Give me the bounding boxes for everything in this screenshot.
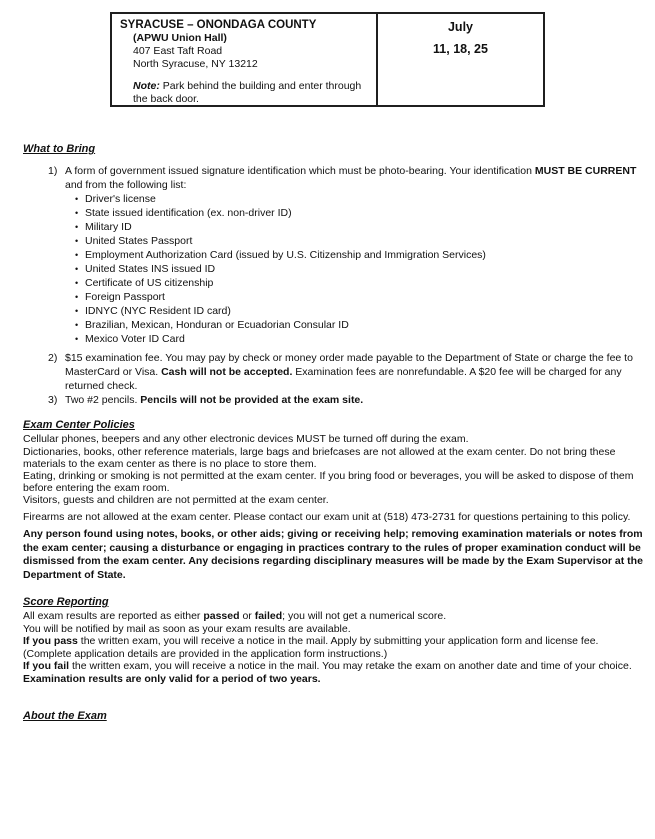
item1-number: 1) bbox=[48, 165, 58, 177]
bullet-icon: • bbox=[75, 292, 79, 302]
list-item bbox=[23, 234, 643, 248]
list-item-label: Driver's license bbox=[85, 193, 156, 205]
paragraph-firearms: Firearms are not allowed at the exam center. Please contact our exam unit at (518) 473-2731 for questions pertaining to this policy. bbox=[23, 511, 631, 523]
numbered-item-2 bbox=[23, 351, 643, 393]
list-item-label: United States INS issued ID bbox=[85, 263, 216, 275]
list-item bbox=[23, 318, 643, 332]
section-heading-about-the-exam: About the Exam bbox=[23, 710, 107, 722]
list-item-label: Military ID bbox=[85, 221, 132, 233]
item3-number: 3) bbox=[48, 394, 58, 406]
item2-bold: Cash will not be accepted. bbox=[161, 366, 293, 378]
list-item bbox=[23, 192, 643, 206]
list-item bbox=[23, 276, 643, 290]
list-item bbox=[23, 304, 643, 318]
item3-text bbox=[65, 393, 643, 407]
results-text-3: ; you will not get a numerical score. bbox=[282, 610, 447, 622]
results-text-1: All exam results are reported as either bbox=[23, 610, 204, 622]
paragraph-pass bbox=[23, 635, 643, 660]
bullet-icon: • bbox=[75, 222, 79, 232]
bullet-icon: • bbox=[75, 194, 79, 204]
id-list bbox=[23, 192, 643, 346]
paragraph-visitors: Visitors, guests and children are not permitted at the exam center. bbox=[23, 494, 329, 506]
bullet-icon: • bbox=[75, 250, 79, 260]
paragraph-phones: Cellular phones, beepers and any other electronic devices MUST be turned off during the exam. bbox=[23, 433, 469, 445]
dates-cell bbox=[378, 14, 543, 105]
fail-text: the written exam, you will receive a notice in the mail. You may retake the exam on another date and time of your choice. bbox=[69, 660, 632, 672]
bullet-icon: • bbox=[75, 208, 79, 218]
location-subtitle: (APWU Union Hall) bbox=[133, 32, 227, 44]
section-heading-what-to-bring: What to Bring bbox=[23, 143, 96, 155]
item2-text-2: Examination fees are nonrefundable. A $20 fee will be charged for any returned check. bbox=[65, 366, 622, 392]
item2-text bbox=[65, 351, 643, 393]
list-item-label: United States Passport bbox=[85, 235, 193, 247]
list-item-label: Certificate of US citizenship bbox=[85, 277, 214, 289]
exam-days: 11, 18, 25 bbox=[433, 42, 488, 56]
numbered-item-3 bbox=[23, 393, 643, 407]
list-item bbox=[23, 248, 643, 262]
paragraph-eating: Eating, drinking or smoking is not permitted at the exam center. If you bring food or beverages, you will be asked to dispose of them before entering the exam room. bbox=[23, 470, 634, 494]
document-body bbox=[23, 142, 643, 724]
note-label: Note: bbox=[133, 80, 160, 92]
results-bold-passed: passed bbox=[203, 610, 240, 622]
list-item-label: Brazilian, Mexican, Honduran or Ecuadorian Consular ID bbox=[85, 319, 349, 331]
paragraph-fail bbox=[23, 660, 643, 673]
bullet-icon: • bbox=[75, 236, 79, 246]
item3-text-1: Two #2 pencils. bbox=[65, 394, 141, 406]
list-item bbox=[23, 206, 643, 220]
bullet-icon: • bbox=[75, 306, 79, 316]
paragraph-notify: You will be notified by mail as soon as your exam results are available. bbox=[23, 622, 351, 635]
results-bold-failed: failed bbox=[254, 610, 283, 622]
list-item-label: Foreign Passport bbox=[85, 291, 165, 303]
location-title: SYRACUSE – ONONDAGA COUNTY bbox=[120, 19, 317, 31]
exam-schedule-table bbox=[110, 12, 545, 107]
item2-text-1: $15 examination fee. You may pay by check or money order made payable to the Department of State or charge the fee to MasterCard or Visa. bbox=[65, 352, 633, 378]
paragraph-validity: Examination results are only valid for a period of two years. bbox=[23, 672, 321, 685]
section-heading-exam-center-policies: Exam Center Policies bbox=[23, 419, 135, 431]
location-address-line2: North Syracuse, NY 13212 bbox=[133, 58, 258, 70]
results-text-2: or bbox=[239, 610, 255, 622]
list-item-label: Employment Authorization Card (issued by U.S. Citizenship and Immigration Services) bbox=[85, 249, 486, 261]
list-item-label: IDNYC (NYC Resident ID card) bbox=[85, 305, 231, 317]
bullet-icon: • bbox=[75, 278, 79, 288]
location-address-line1: 407 East Taft Road bbox=[133, 45, 223, 57]
bullet-icon: • bbox=[75, 334, 79, 344]
paragraph-results bbox=[23, 610, 643, 623]
item1-bold: MUST BE CURRENT bbox=[534, 165, 637, 177]
bullet-icon: • bbox=[75, 320, 79, 330]
list-item bbox=[23, 220, 643, 234]
list-item bbox=[23, 332, 643, 346]
bullet-icon: • bbox=[75, 264, 79, 274]
numbered-item-1 bbox=[23, 164, 643, 192]
fail-bold: If you fail bbox=[23, 660, 70, 672]
note-text: Park behind the building and enter through the back door. bbox=[133, 80, 362, 105]
exam-month: July bbox=[447, 20, 473, 34]
paragraph-reference-materials: Dictionaries, books, other reference materials, large bags and briefcases are not allowed at the exam center. Do not bring these materials to the exam center as there is no place to store them. bbox=[23, 446, 616, 470]
list-item bbox=[23, 262, 643, 276]
item1-text bbox=[65, 164, 643, 192]
location-cell bbox=[112, 14, 378, 105]
item2-number: 2) bbox=[48, 352, 58, 364]
section-heading-score-reporting: Score Reporting bbox=[23, 596, 109, 608]
item1-text-1: A form of government issued signature identification which must be photo-bearing. Your identification bbox=[65, 165, 535, 177]
pass-text: the written exam, you will receive a notice in the mail. Apply by submitting your application form and license fee. (Complete application details are provided in the application form instructions.) bbox=[23, 635, 599, 660]
list-item-label: Mexico Voter ID Card bbox=[85, 333, 185, 345]
item1-text-2: and from the following list: bbox=[65, 179, 187, 191]
location-note bbox=[133, 80, 370, 106]
pass-bold: If you pass bbox=[23, 635, 78, 647]
item3-bold: Pencils will not be provided at the exam site. bbox=[140, 394, 364, 406]
paragraph-conduct-warning: Any person found using notes, books, or other aids; giving or receiving help; removing examination materials or notes from the exam center; causing a disturbance or engaging in practices contrary to the rules of proper examination conduct will be dismissed from the exam center. Any decisions regarding disciplinary measures will be made by the Exam Supervisor at the Department of State. bbox=[23, 528, 643, 581]
list-item bbox=[23, 290, 643, 304]
list-item-label: State issued identification (ex. non-driver ID) bbox=[85, 207, 292, 219]
